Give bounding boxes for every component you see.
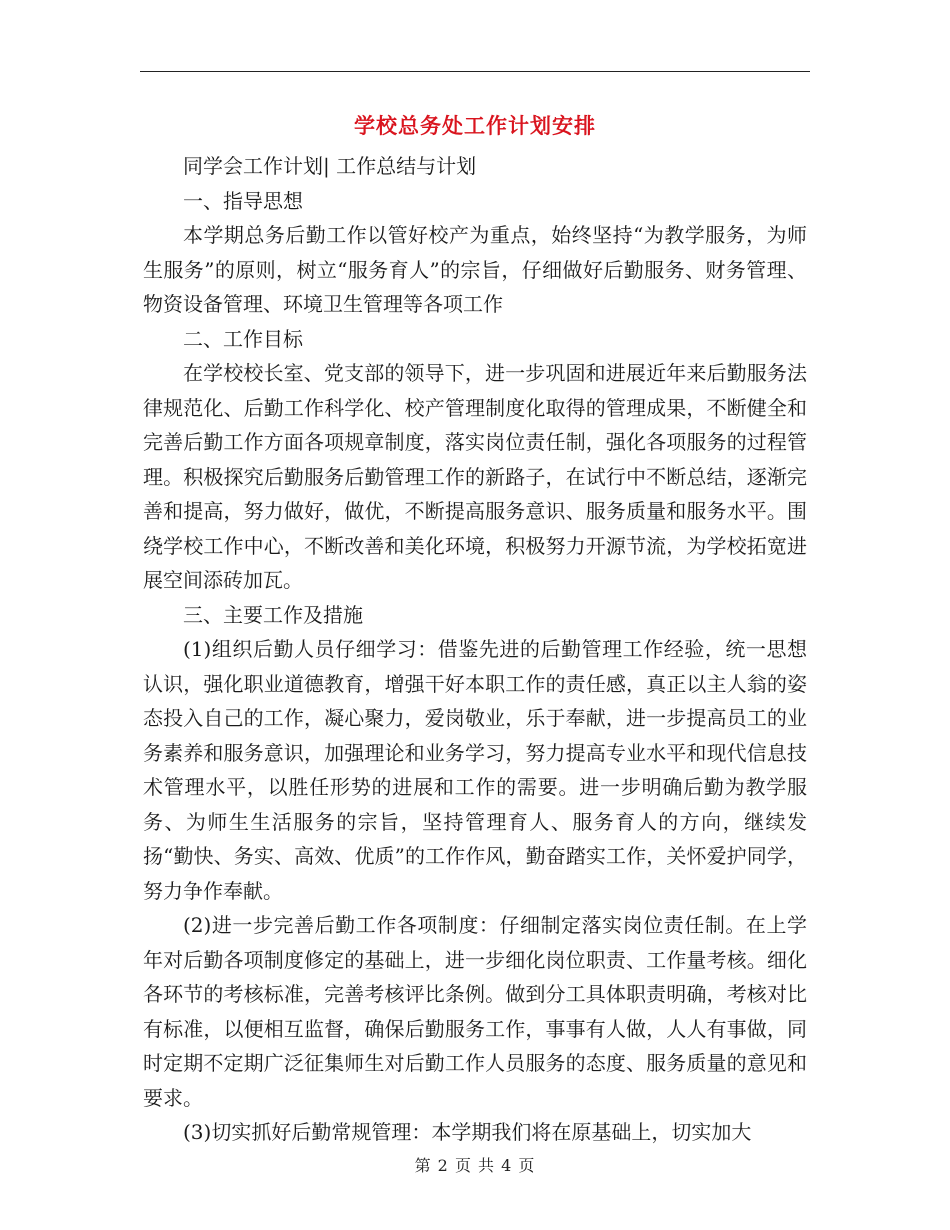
document-title: 学校总务处工作计划安排 (354, 114, 596, 138)
paragraph-4: (2)进一步完善后勤工作各项制度：仔细制定落实岗位责任制。在上学年对后勤各项制度修定的基础上，进一步细化岗位职责、工作量考核。细化各环节的考核标准，完善考核评比条例。做到分工具体职责明确，考核对比有标准，以便相互监督，确保后勤服务工作，事事有人做，人人有事做，同时定期不定期广泛征集师生对后勤工作人员服务的态度、服务质量的意见和要求。 (143, 913, 807, 1110)
paragraph-3: (1)组织后勤人员仔细学习：借鉴先进的后勤管理工作经验，统一思想认识，强化职业道德教育，增强干好本职工作的责任感，真正以主人翁的姿态投入自己的工作，凝心聚力，爱岗敬业，乐于奉献，进一步提高员工的业务素养和服务意识，加强理论和业务学习，努力提高专业水平和现代信息技术管理水平，以胜任形势的进展和工作的需要。进一步明确后勤为教学服务、为师生生活服务的宗旨，坚持管理育人、服务育人的方向，继续发扬“勤快、务实、高效、优质”的工作作风，勤奋踏实工作，关怀爱护同学，努力争作奉献。 (143, 637, 807, 903)
section-heading-3: 三、主要工作及措施 (183, 602, 363, 627)
page-footer: 第 2 页 共 4 页 (414, 1156, 536, 1175)
document-body (143, 149, 807, 1150)
paragraph-2: 在学校校长室、党支部的领导下，进一步巩固和进展近年来后勤服务法律规范化、后勤工作科学化、校产管理制度化取得的管理成果，不断健全和完善后勤工作方面各项规章制度，落实岗位责任制，强化各项服务的过程管理。积极探究后勤服务后勤管理工作的新路子，在试行中不断总结，逐渐完善和提高，努力做好，做优，不断提高服务意识、服务质量和服务水平。围绕学校工作中心，不断改善和美化环境，积极努力开源节流，为学校拓宽进展空间添砖加瓦。 (143, 361, 807, 592)
section-heading-2: 二、工作目标 (183, 326, 303, 351)
subtitle-line: 同学会工作计划| 工作总结与计划 (183, 154, 477, 178)
paragraph-5: (3)切实抓好后勤常规管理：本学期我们将在原基础上，切实加大 (183, 1120, 752, 1144)
paragraph-1: 本学期总务后勤工作以管好校产为重点，始终坚持“为教学服务，为师生服务”的原则，树立“服务育人”的宗旨，仔细做好后勤服务、财务管理、物资设备管理、环境卫生管理等各项工作 (143, 223, 807, 316)
header-rule (140, 71, 810, 72)
section-heading-1: 一、指导思想 (183, 188, 303, 213)
